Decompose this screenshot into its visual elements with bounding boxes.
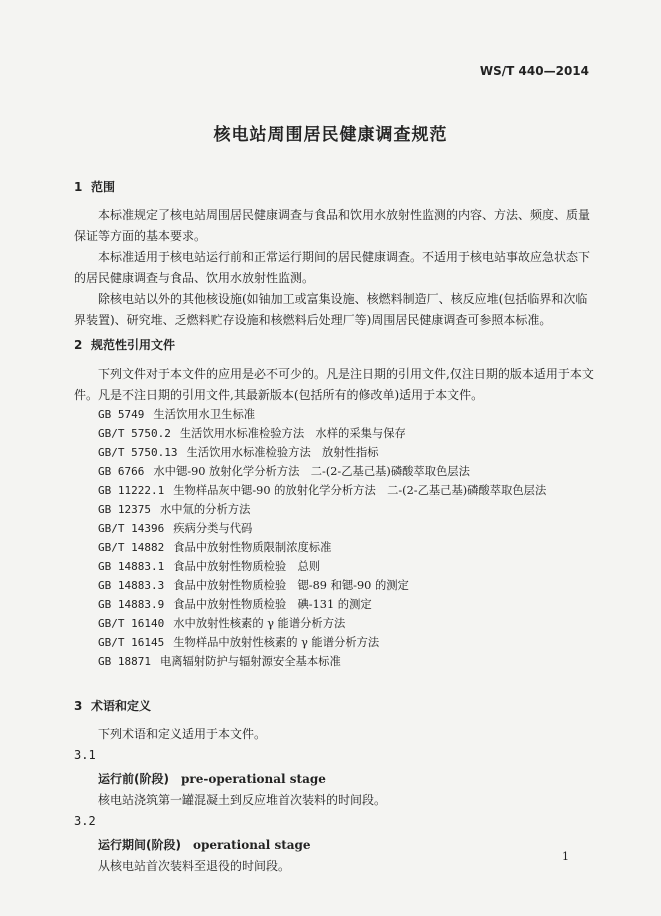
reference-title: 生活饮用水卫生标准 [153,408,256,421]
scope-paragraph-1: 本标准规定了核电站周围居民健康调查与食品和饮用水放射性监测的内容、方法、频度、质量保证等方面的基本要求。 [74,208,591,243]
section-title: 规范性引用文件 [91,338,176,352]
reference-code: GB/T 16140 [98,617,165,630]
reference-code: GB 5749 [98,408,145,421]
reference-item [98,501,250,517]
reference-title: 食品中放射性物质检验 锶-89 和锶-90 的测定 [173,579,409,592]
reference-item [98,634,379,650]
reference-item [98,463,470,479]
reference-title: 食品中放射性物质检验 碘-131 的测定 [173,598,372,611]
term-definition: 核电站浇筑第一罐混凝土到反应堆首次装料的时间段。 [98,793,387,807]
term-en: pre-operational stage [180,772,326,786]
reference-item [98,520,252,536]
reference-title: 水中锶-90 放射化学分析方法 二-(2-乙基己基)磷酸萃取色层法 [153,465,470,478]
reference-code: GB/T 5750.2 [98,427,171,440]
reference-title: 食品中放射性物质限制浓度标准 [173,541,332,554]
scope-paragraph-2: 本标准适用于核电站运行前和正常运行期间的居民健康调查。不适用于核电站事故应急状态下的居民健康调查与食品、饮用水放射性监测。 [74,250,591,285]
term-zh: 运行前(阶段) [98,772,169,786]
section-title: 术语和定义 [91,699,152,713]
section-number: 1 [74,180,83,194]
reference-item [98,653,341,669]
reference-item [98,406,255,422]
term-en: operational stage [192,838,311,852]
reference-title: 疾病分类与代码 [173,522,253,535]
section-heading-terms [74,697,151,714]
reference-code: GB 6766 [98,465,145,478]
reference-code: GB 14883.3 [98,579,165,592]
references-intro: 下列文件对于本文件的应用是必不可少的。凡是注日期的引用文件,仅注日期的版本适用于本文件。凡是不注日期的引用文件,其最新版本(包括所有的修改单)适用于本文件。 [74,367,594,402]
reference-code: GB/T 14882 [98,541,165,554]
reference-title: 生活饮用水标准检验方法 水样的采集与保存 [179,427,406,440]
reference-title: 水中氚的分析方法 [159,503,251,516]
document-title: 核电站周围居民健康调查规范 [213,125,448,145]
term-title [98,836,311,853]
term-title [98,770,326,787]
reference-title: 生物样品灰中锶-90 的放射化学分析方法 二-(2-乙基己基)磷酸萃取色层法 [173,484,547,497]
reference-code: GB 14883.1 [98,560,165,573]
reference-title: 电离辐射防护与辐射源安全基本标准 [159,655,341,668]
reference-item [98,444,379,460]
reference-item [98,539,331,555]
section-number: 3 [74,699,83,713]
reference-title: 食品中放射性物质检验 总则 [173,560,321,573]
reference-item [98,425,406,441]
reference-title: 生物样品中放射性核素的 γ 能谱分析方法 [173,636,380,649]
terms-intro: 下列术语和定义适用于本文件。 [98,727,267,741]
term-number: 3.2 [74,814,96,828]
reference-code: GB/T 14396 [98,522,165,535]
reference-item [98,596,372,612]
reference-code: GB/T 16145 [98,636,165,649]
page-number: 1 [562,850,569,863]
reference-code: GB 14883.9 [98,598,165,611]
reference-item [98,558,320,574]
reference-item [98,615,345,631]
scope-paragraph-3: 除核电站以外的其他核设施(如铀加工或富集设施、核燃料制造厂、核反应堆(包括临界和次临界装置)、研究堆、乏燃料贮存设施和核燃料后处理厂等)周围居民健康调查可参照本标准。 [74,292,588,327]
reference-code: GB 12375 [98,503,151,516]
standard-number: WS/T 440—2014 [479,64,589,78]
term-zh: 运行期间(阶段) [98,838,181,852]
section-title: 范围 [91,180,116,194]
reference-title: 水中放射性核素的 γ 能谱分析方法 [173,617,346,630]
section-heading-scope [74,178,115,195]
reference-item [98,577,409,593]
section-heading-references [74,336,175,353]
reference-code: GB 11222.1 [98,484,165,497]
reference-code: GB/T 5750.13 [98,446,178,459]
reference-item [98,482,546,498]
term-definition: 从核电站首次装料至退役的时间段。 [98,859,291,873]
term-number: 3.1 [74,748,96,762]
reference-title: 生活饮用水标准检验方法 放射性指标 [186,446,379,459]
reference-code: GB 18871 [98,655,151,668]
section-number: 2 [74,338,83,352]
